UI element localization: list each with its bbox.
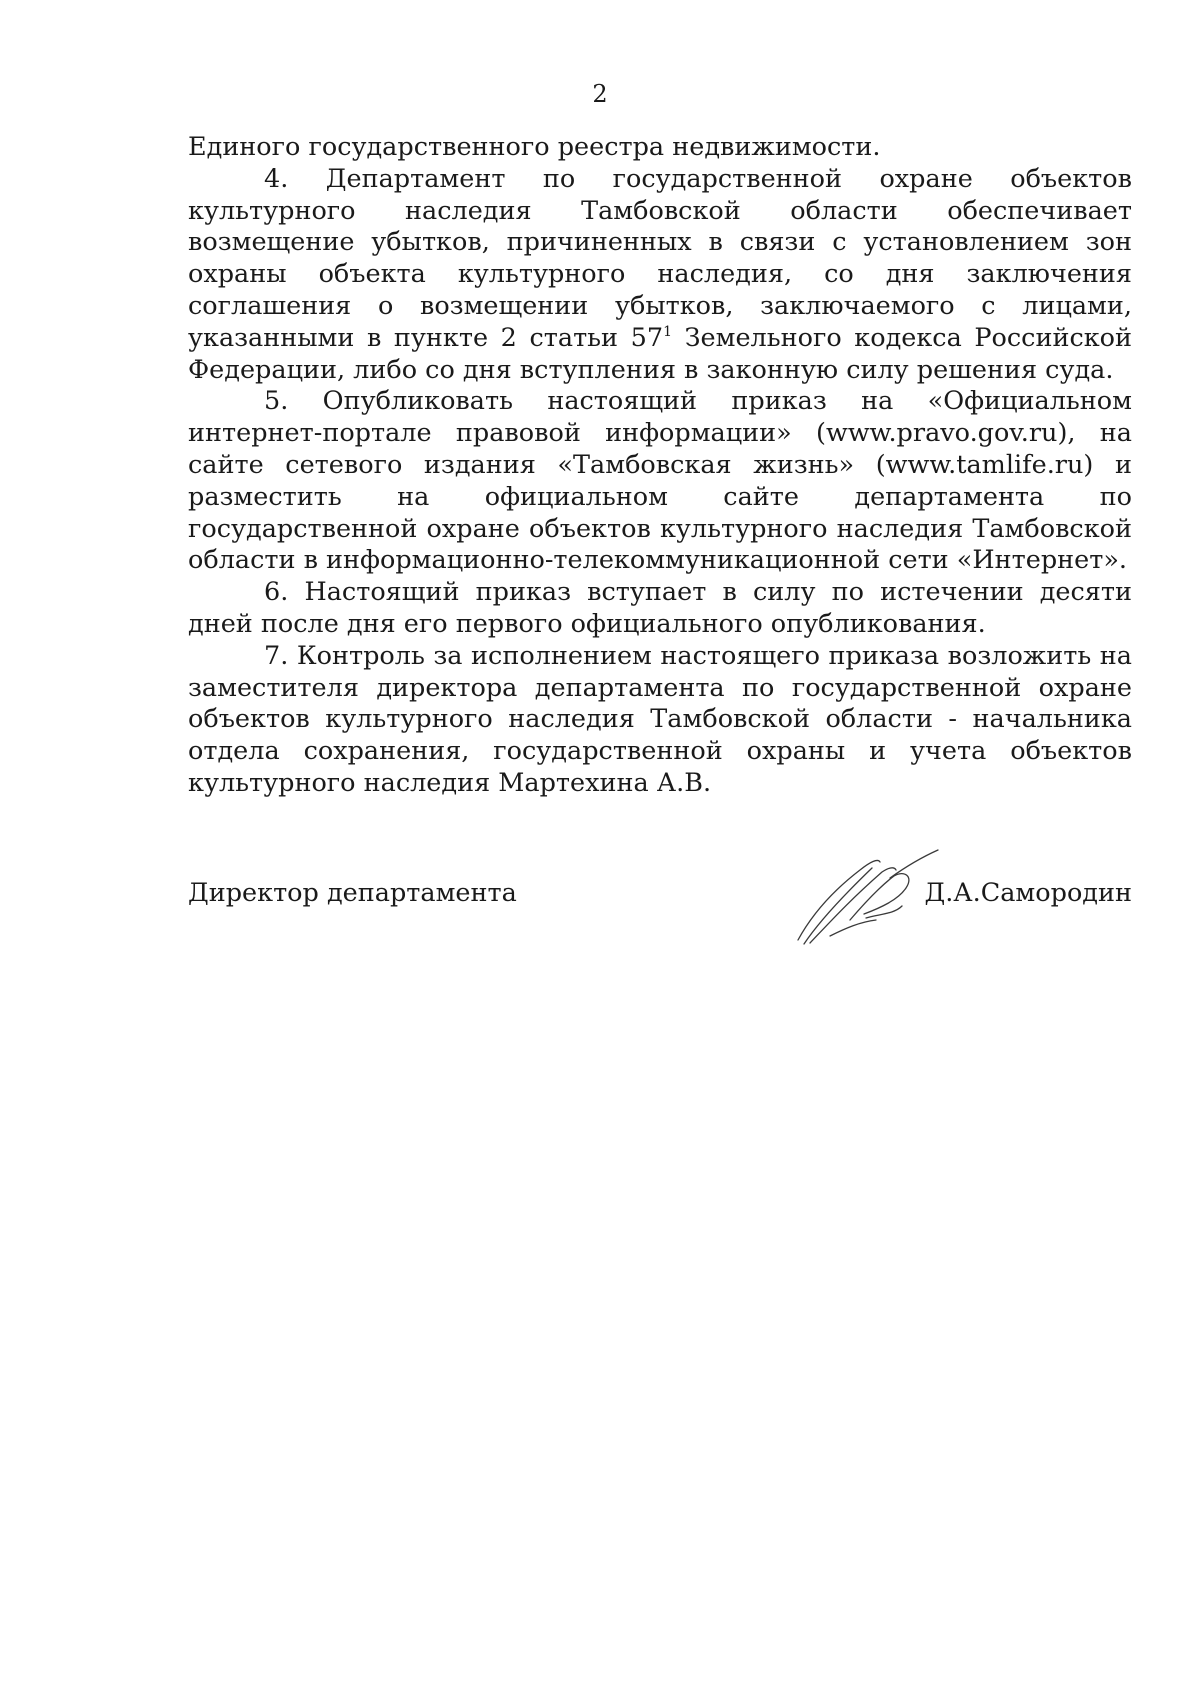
paragraph-4-text: 4. Департамент по государственной охране объектов культурного наследия Тамбовской области обеспечивает возмещение убытков, причиненных в связи с установлением зон охраны объекта культурного наследия, со дня заключения соглашения о возмещении убытков, заключаемого с лицами, указанными в пункте 2 статьи 57 bbox=[188, 163, 1132, 353]
handwritten-signature bbox=[790, 848, 950, 948]
paragraph-6: 6. Настоящий приказ вступает в силу по истечении десяти дней после дня его первого официального опубликования. bbox=[188, 577, 1132, 639]
document-body bbox=[188, 132, 1132, 800]
paragraph-7: 7. Контроль за исполнением настоящего приказа возложить на заместителя директора департамента по государственной охране объектов культурного наследия Тамбовской области - начальника отдела сохранения, государственной охраны и учета объектов культурного наследия Мартехина А.В. bbox=[188, 640, 1132, 798]
paragraph-4 bbox=[188, 164, 1132, 387]
article-superscript: 1 bbox=[663, 323, 673, 340]
paragraph-5: 5. Опубликовать настоящий приказ на «Официальном интернет-портале правовой информации» (www.pravo.gov.ru), на сайте сетевого издания «Тамбовская жизнь» (www.tamlife.ru) и разместить на официальном сайте департамента по государственной охране объектов культурного наследия Тамбовской области в информационно-телекоммуникационной сети «Интернет». bbox=[188, 386, 1132, 576]
signatory-name: Д.А.Самородин bbox=[924, 878, 1132, 908]
paragraph-4-end: Земельного кодекса Российской Федерации, либо со дня вступления в законную силу решения суда. bbox=[188, 322, 1133, 385]
page-number: 2 bbox=[592, 80, 608, 108]
signatory-title: Директор департамента bbox=[188, 878, 517, 908]
paragraph-3-tail: Единого государственного реестра недвижимости. bbox=[188, 132, 881, 162]
signature-block bbox=[188, 878, 1132, 938]
